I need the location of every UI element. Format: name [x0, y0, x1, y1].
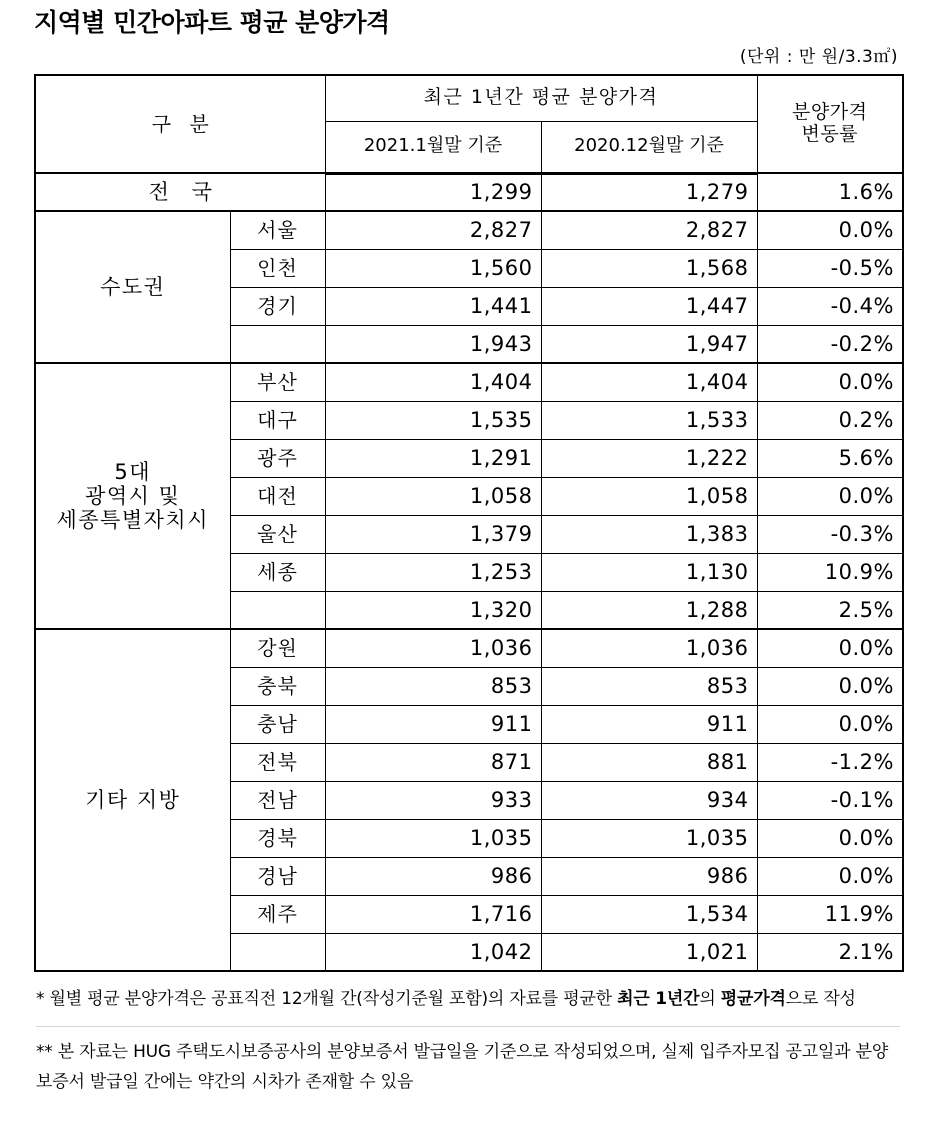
group-label-line: 수도권	[100, 274, 166, 299]
row-region-label: 울산	[230, 515, 325, 553]
cell-price-2020: 1,130	[541, 553, 757, 591]
cell-price-2020: 1,568	[541, 249, 757, 287]
cell-rate: -1.2%	[757, 743, 903, 781]
row-region-label: 제주	[230, 895, 325, 933]
cell-rate: 0.0%	[757, 819, 903, 857]
cell-price-2020: 1,404	[541, 363, 757, 401]
header-avg-price-span: 최근 1년간 평균 분양가격	[325, 75, 757, 121]
group-label-line: 5대	[114, 459, 152, 484]
row-region-label: 경기	[230, 287, 325, 325]
page-title: 지역별 민간아파트 평균 분양가격	[34, 8, 390, 37]
row-group-label	[35, 363, 230, 629]
row-region-label: 전북	[230, 743, 325, 781]
row-region-label: 서울	[230, 211, 325, 249]
table-header	[35, 75, 903, 173]
cell-price-2021: 1,379	[325, 515, 541, 553]
row-group-label	[35, 211, 230, 363]
note-emphasis: 평균가격	[720, 989, 786, 1009]
cell-price-2020: 1,279	[541, 173, 757, 211]
cell-price-2021: 1,441	[325, 287, 541, 325]
cell-rate: 0.2%	[757, 401, 903, 439]
average-price-table	[34, 74, 904, 972]
cell-price-2021: 1,036	[325, 629, 541, 667]
cell-rate: 0.0%	[757, 477, 903, 515]
row-region-label: 경남	[230, 857, 325, 895]
cell-price-2021: 1,253	[325, 553, 541, 591]
header-rate	[757, 75, 903, 173]
row-region-label: 전남	[230, 781, 325, 819]
cell-price-2021: 1,560	[325, 249, 541, 287]
cell-price-2020: 1,534	[541, 895, 757, 933]
row-group-label	[35, 629, 230, 971]
cell-rate: 0.0%	[757, 857, 903, 895]
header-rate-line1: 분양가격	[792, 101, 868, 124]
row-region-label-empty	[230, 325, 325, 363]
cell-price-2020: 986	[541, 857, 757, 895]
note-text: * 월별 평균 분양가격은 공표직전 12개월 간(작성기준월 포함)의 자료를 평균한	[36, 989, 618, 1009]
cell-price-2021: 911	[325, 705, 541, 743]
cell-price-2020: 1,947	[541, 325, 757, 363]
row-region-label: 충남	[230, 705, 325, 743]
cell-price-2021: 986	[325, 857, 541, 895]
row-region-label: 경북	[230, 819, 325, 857]
cell-rate: 1.6%	[757, 173, 903, 211]
cell-rate: 0.0%	[757, 705, 903, 743]
cell-price-2021: 1,042	[325, 933, 541, 971]
cell-price-2020: 2,827	[541, 211, 757, 249]
cell-rate: 0.0%	[757, 211, 903, 249]
cell-price-2021: 1,299	[325, 173, 541, 211]
row-region-label: 대구	[230, 401, 325, 439]
cell-rate: -0.4%	[757, 287, 903, 325]
table-row	[35, 629, 903, 667]
row-region-label: 충북	[230, 667, 325, 705]
cell-price-2020: 1,222	[541, 439, 757, 477]
cell-price-2020: 1,447	[541, 287, 757, 325]
cell-price-2021: 1,943	[325, 325, 541, 363]
cell-price-2020: 1,036	[541, 629, 757, 667]
row-region-label: 인천	[230, 249, 325, 287]
cell-price-2021: 1,535	[325, 401, 541, 439]
header-gubun: 구 분	[35, 75, 325, 173]
note-text: 으로 작성	[785, 989, 856, 1009]
header-rate-line2: 변동률	[801, 123, 859, 145]
table-container	[34, 74, 898, 972]
cell-rate: 10.9%	[757, 553, 903, 591]
cell-rate: -0.2%	[757, 325, 903, 363]
cell-rate: 2.5%	[757, 591, 903, 629]
note-text: 의	[699, 989, 721, 1009]
row-region-label: 부산	[230, 363, 325, 401]
row-region-label-empty	[230, 933, 325, 971]
table-row-national	[35, 173, 903, 211]
cell-rate: -0.1%	[757, 781, 903, 819]
cell-rate: 0.0%	[757, 667, 903, 705]
cell-rate: -0.3%	[757, 515, 903, 553]
group-label-line: 광역시 및	[85, 483, 181, 508]
cell-price-2020: 881	[541, 743, 757, 781]
row-label-national: 전 국	[35, 173, 325, 211]
cell-price-2021: 1,716	[325, 895, 541, 933]
footnotes	[36, 982, 900, 1101]
header-col-2021: 2021.1월말 기준	[325, 121, 541, 173]
cell-rate: 5.6%	[757, 439, 903, 477]
cell-price-2020: 853	[541, 667, 757, 705]
cell-price-2020: 1,533	[541, 401, 757, 439]
note-emphasis: 최근 1년간	[617, 989, 700, 1009]
cell-price-2021: 1,291	[325, 439, 541, 477]
table-body	[35, 173, 903, 971]
cell-price-2021: 853	[325, 667, 541, 705]
cell-rate: 0.0%	[757, 629, 903, 667]
table-row	[35, 211, 903, 249]
row-region-label: 광주	[230, 439, 325, 477]
cell-price-2020: 1,021	[541, 933, 757, 971]
cell-price-2021: 1,035	[325, 819, 541, 857]
cell-price-2020: 1,383	[541, 515, 757, 553]
note-2	[36, 1026, 900, 1101]
row-region-label: 강원	[230, 629, 325, 667]
header-row-1	[35, 75, 903, 121]
cell-price-2020: 1,288	[541, 591, 757, 629]
cell-rate: 0.0%	[757, 363, 903, 401]
table-row	[35, 363, 903, 401]
cell-price-2021: 871	[325, 743, 541, 781]
cell-price-2021: 933	[325, 781, 541, 819]
group-label-line: 세종특별자치시	[56, 508, 209, 533]
cell-price-2020: 1,035	[541, 819, 757, 857]
note-1	[36, 982, 900, 1018]
cell-price-2021: 1,320	[325, 591, 541, 629]
cell-rate: -0.5%	[757, 249, 903, 287]
cell-price-2020: 934	[541, 781, 757, 819]
cell-rate: 2.1%	[757, 933, 903, 971]
page-root	[0, 6, 944, 1133]
header-col-2020: 2020.12월말 기준	[541, 121, 757, 173]
row-region-label-empty	[230, 591, 325, 629]
row-region-label: 세종	[230, 553, 325, 591]
cell-price-2020: 911	[541, 705, 757, 743]
group-label-line: 기타 지방	[85, 787, 181, 812]
cell-price-2021: 1,058	[325, 477, 541, 515]
cell-price-2020: 1,058	[541, 477, 757, 515]
cell-price-2021: 2,827	[325, 211, 541, 249]
cell-price-2021: 1,404	[325, 363, 541, 401]
unit-note: (단위 : 만 원/3.3㎡)	[739, 47, 898, 67]
row-region-label: 대전	[230, 477, 325, 515]
cell-rate: 11.9%	[757, 895, 903, 933]
note-text: ** 본 자료는 HUG 주택도시보증공사의 분양보증서 발급일을 기준으로 작성되었으며, 실제 입주자모집 공고일과 분양보증서 발급일 간에는 약간의 시차가 존재할 수 있음	[36, 1042, 889, 1092]
